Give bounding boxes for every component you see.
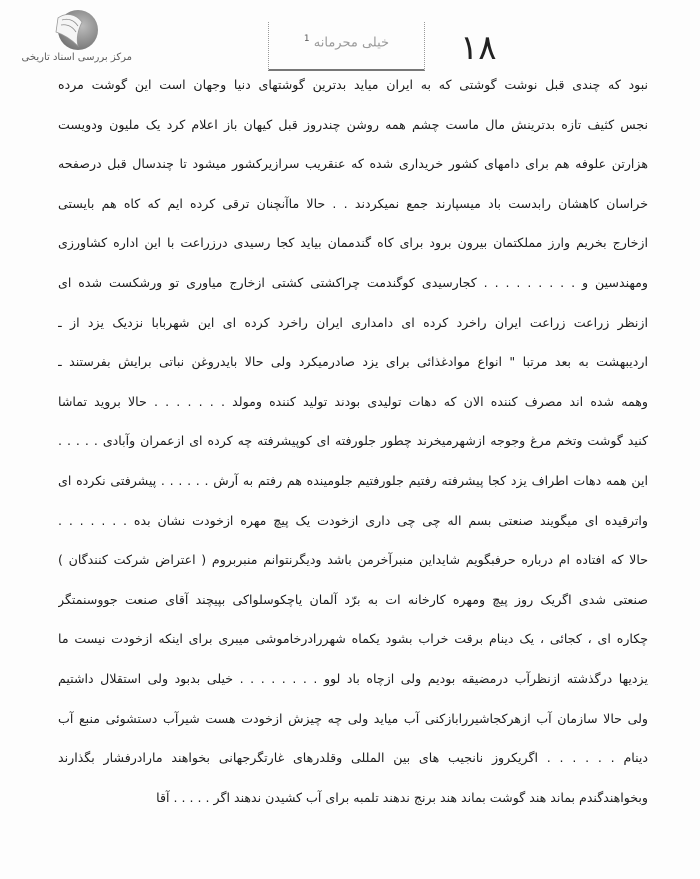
stamp-fraction: 1 [303,34,310,44]
text-line: نبود که چندی قبل نوشت گوشتی که به ایران میاید بدترین گوشتهای دنیا وجهان است این گوشت مرده [58,77,648,92]
stamp-label: خیلی محرمانه [313,35,390,51]
text-line: وبخواهندگندم بماند هند گوشت بماند هند برنج ندهند تلمبه برای آب کشیدن ندهند اگر . . . . . آقا [156,789,648,805]
text-line: یزدیها درگذشته ازنظرآب درمضیقه بودیم ولی ازچاه باد لوو . . . . . . . . خیلی بدبود ولی استقلال داشتیم [58,670,648,686]
text-line: این همه دهات اطراف یزد کجا پیشرفته رفتیم جلورفتیم جلومینده هم رفتم به آرش . . . . . . پیشرفتی نکرده ای [58,472,648,488]
text-line: چکاره ای ، کجائی ، یک دینام برقت خراب بشود یکماه شهررادرخاموشی میبری برای اینکه ازخودت نیست ما [58,631,648,647]
classification-stamp [268,22,425,71]
text-line: هزارتن علوفه هم برای دامهای کشور خریداری شده که عنقریب سرازیرکشور میشود تا چندسال قبل درصفحه [58,156,648,172]
page-number: ۱۸ [460,28,497,68]
text-line: حالا که افتاده ام درباره حرفبگویم شایداین منبرآخرمن باشد ودیگرنتوانم منبربروم ( اعتراض شرکت کنندگان ) [58,552,648,568]
text-line: کنید گوشت وتخم مرغ وجوجه ازشهرمیخرند چطور جلورفته ای کوپیشرفته چه کرده ای ازعمران وآبادی . . . . . [58,433,648,449]
text-line: ازنظر زراعت زراعت ایران راخرد کرده ای دامداری ایران راخرد کرده ای این شهربابا نزدیک یزد از ـ [58,314,648,330]
text-line: ومهندسین و . . . . . . . . . کجارسیدی کوگندمت چراکشتی کشتی ازخارج میاوری تو ورشکست شده ای [58,274,648,290]
stamp-text [269,34,424,50]
text-line: دینام . . . . . . اگریکروز نانجیب های بین المللی وقلدرهای غارتگرجهانی بخواهند مارادرفشار بگذارند [58,750,648,766]
logo-text: مرکز بررسی اسناد تاریخی [21,52,132,63]
text-line: ولی حالا سازمان آب ازهرکجاشیررابازکنی آب میاید ولی چه چیزش ازخودت هست شیرآب دستشوئی منبع آب [58,710,648,726]
text-line: ازخارج بخریم وارز مملکتمان بیرون برود برای کاه گندممان بیاید کجا رسیدی درزراعت با این اداره کشاورزی [58,235,648,251]
text-line: وهمه شده اند مصرف کننده الان که دهات تولیدی بودند تولید کننده ومولد . . . . . . . حالا بروید تماشا [58,393,648,409]
text-line: نجس کثیف تازه بدترینش مال ماست چشم همه روشن چندروز قبل کیهان باز اعلام کرد یک ملیون ودویست [58,116,648,132]
text-line: صنعتی شدی اگریک روز پیچ ومهره کارخانه ات به برّد آلمان یاچکوسلواکی بپیچند آقای صنعت جووسنمتگر [58,591,648,607]
book-globe-icon [52,8,102,52]
document-body [58,72,648,824]
text-line: واترقیده ای میگویند صنعتی بسم اله چی چی داری ازخودت یک پیچ مهره ازخودت نشان بده . . . . . . . [58,512,648,528]
text-line: اردیبهشت به بعد مرتبا " انواع موادغذائی برای یزد صادرمیکرد ولی حالا بایدروغن نباتی برایش بفرستند ـ [58,354,648,370]
archive-logo [22,8,132,68]
text-line: خراسان کاهشان رابدست باد میسپارند جمع نمیکردند . . حالا ماآنچنان ترقی کرده ایم که کاه هم بایستی [58,195,648,211]
